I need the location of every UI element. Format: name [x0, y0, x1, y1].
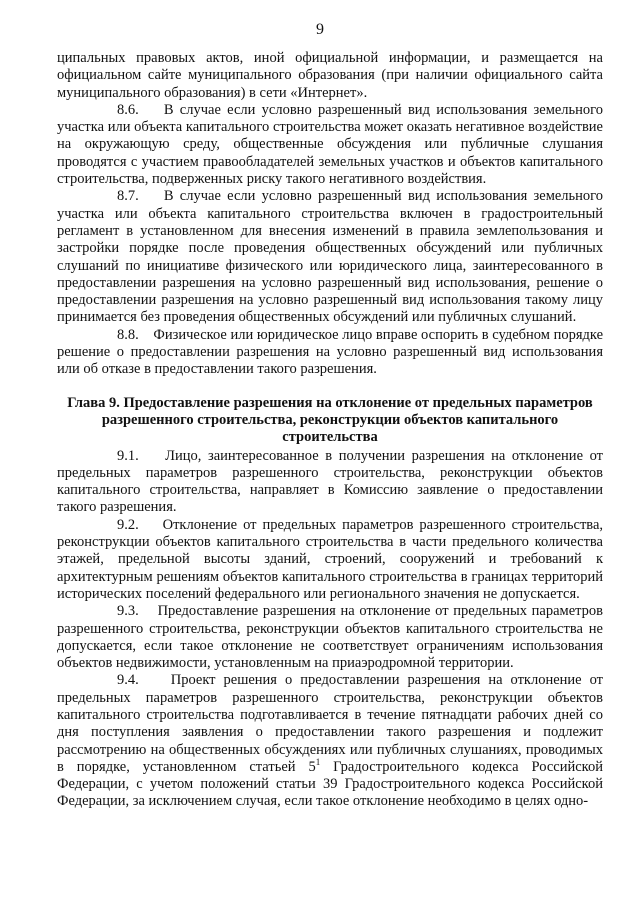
paragraph-number: 8.7. [117, 188, 139, 205]
intro-paragraph: ципальных правовых актов, иной официальной информации, и размещается на официальном сайте муниципального образования (при наличии официального сайта муниципального образования) в сети «Интернет». [57, 50, 603, 101]
article-superscript: 1 [315, 757, 321, 768]
chapter-9-heading: Глава 9. Предоставление разрешения на отклонение от предельных параметров разрешенного строительства, реконструкции объектов капитального строительства [67, 394, 593, 446]
paragraph-text: Лицо, заинтересованное в получении разрешения на отклонение от предельных параметров разрешенного строительства, реконструкции объектов капитального строительства, направляет в Комиссию заявление о предоставлении такого разрешения. [57, 447, 604, 516]
paragraph-number: 8.6. [117, 101, 139, 118]
paragraph-text: Физическое или юридическое лицо вправе оспорить в судебном порядке решение о предоставлении разрешения на условно разрешенный вид использования или об отказе в предоставлении такого разрешения. [57, 326, 604, 378]
paragraph-text-continued: Градостроительного кодекса Российской Федерации, с учетом положений статьи 39 Градостроительного кодекса Российской Федерации, за исключением случая, если такое отклонение необходимо в целях одно- [57, 758, 603, 810]
paragraph-number: 9.3. [117, 603, 139, 620]
paragraph-9-4 [57, 672, 603, 810]
paragraph-text: Проект решения о предоставлении разрешения на отклонение от предельных параметров разрешенного строительства, реконструкции объектов капитального строительства подготавливается в течение пятнадцати рабочих дней со дня поступления заявления о предоставлении такого разрешения и подлежит рассмотрению на общественных обсуждениях или публичных слушаниях, проводимых в порядке, установленном статьей 5 [57, 672, 603, 775]
paragraph-number: 8.8. [117, 326, 139, 343]
paragraph-number: 9.1. [117, 447, 139, 464]
paragraph-text: Отклонение от предельных параметров разрешенного строительства, реконструкции объектов капитального строительства в части предельного количества этажей, предельной высоты зданий, строений, сооружений и требований к архитектурным решениям объектов капитального строительства в границах территорий исторических поселений федерального или регионального значения не допускается. [57, 516, 603, 602]
paragraph-8-8 [57, 327, 603, 379]
paragraph-8-7 [57, 188, 603, 326]
paragraph-number: 9.4. [117, 672, 139, 689]
paragraph-text: Предоставление разрешения на отклонение от предельных параметров разрешенного строительства, реконструкции объектов капитального строительства не допускается, если такое отклонение не соответствует ограничениям использования объектов недвижимости, установленным на приаэродромной территории. [57, 603, 604, 672]
paragraph-9-2 [57, 517, 603, 603]
page-number: 9 [316, 21, 324, 38]
document-body [57, 50, 603, 811]
paragraph-text: В случае если условно разрешенный вид использования земельного участка или объекта капитального строительства включен в градостроительный регламент в установленном для внесения изменений в правила землепользования и застройки порядке после проведения общественных обсуждений или публичных слушаний по инициативе физического или юридического лица, заинтересованного в предоставлении разрешения на условно разрешенный вид использования, решение о предоставлении разрешения на условно разрешенный вид использования такому лицу принимается без проведения общественных обсуждений или публичных слушаний. [57, 188, 604, 326]
paragraph-number: 9.2. [117, 516, 139, 533]
paragraph-text: В случае если условно разрешенный вид использования земельного участка или объекта капитального строительства может оказать негативное воздействие на окружающую среду, общественные обсуждения или публичные слушания проводятся с участием правообладателей земельных участков и объектов капитального строительства, подверженных риску такого негативного воздействия. [57, 101, 604, 188]
paragraph-9-1 [57, 448, 603, 517]
paragraph-9-3 [57, 603, 603, 672]
paragraph-8-6 [57, 102, 603, 188]
